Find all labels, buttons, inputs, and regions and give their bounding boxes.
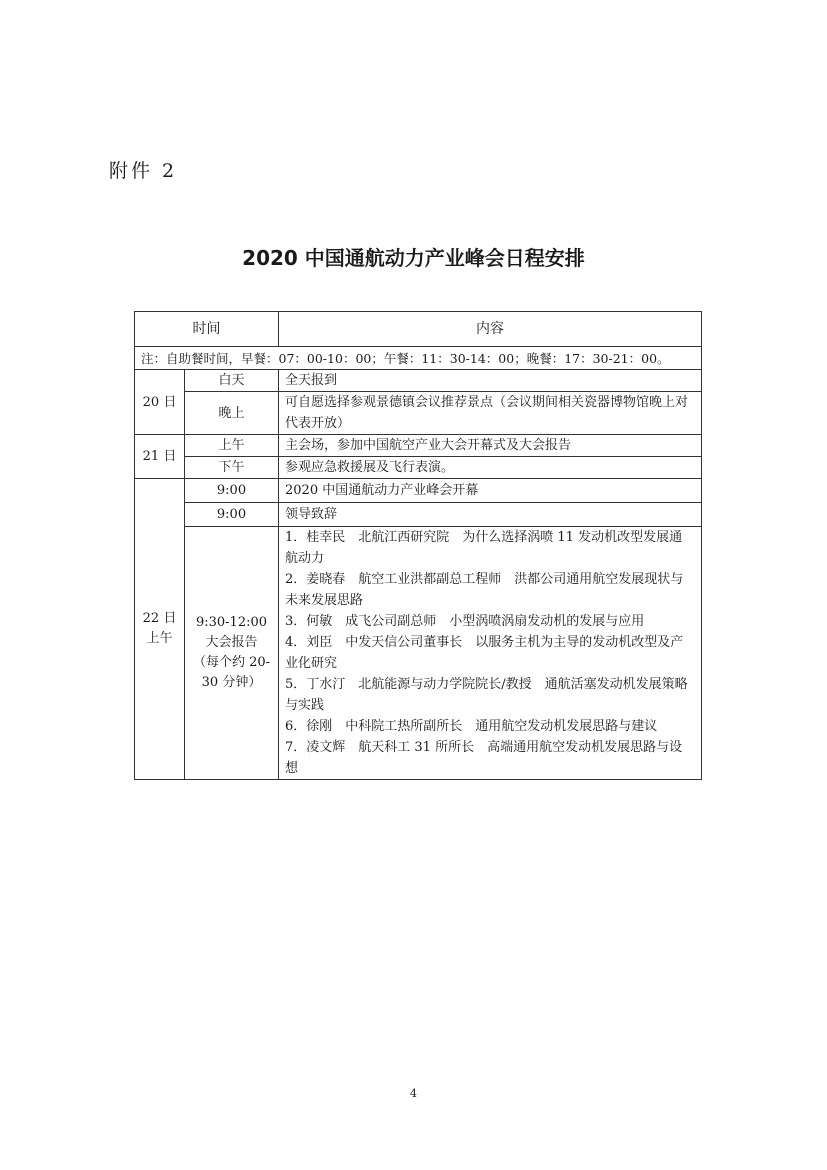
talk-item: 2．姜晓春 航空工业洪都副总工程师 洪都公司通用航空发展现状与未来发展思路 — [285, 572, 684, 608]
table-row — [135, 527, 702, 780]
period-cell: 晚上 — [185, 392, 279, 435]
report-duration: （每个约 20-30 分钟） — [192, 655, 271, 690]
day-20-label: 20 日 — [135, 370, 185, 435]
header-content: 内容 — [279, 312, 702, 347]
talk-item: 6．徐刚 中科院工热所副所长 通用航空发动机发展思路与建议 — [285, 719, 658, 734]
talk-item: 3．何敏 成飞公司副总师 小型涡喷涡扇发动机的发展与应用 — [285, 614, 645, 629]
report-label: 大会报告 — [205, 635, 258, 650]
table-row — [135, 479, 702, 503]
period-cell: 下午 — [185, 457, 279, 479]
time-cell: 9:00 — [185, 503, 279, 527]
talk-item: 4．刘臣 中发天信公司董事长 以服务主机为主导的发动机改型及产业化研究 — [285, 635, 684, 671]
talk-item: 5．丁水汀 北航能源与动力学院院长/教授 通航活塞发动机发展策略与实践 — [285, 677, 688, 713]
attachment-label: 附件 2 — [109, 160, 178, 182]
talks-cell — [279, 527, 702, 780]
opening-cell: 2020 中国通航动力产业峰会开幕 — [279, 479, 702, 503]
content-cell: 全天报到 — [279, 370, 702, 392]
talk-item: 7．凌文辉 航天科工 31 所所长 高端通用航空发动机发展思路与设想 — [285, 740, 683, 776]
table-row — [135, 503, 702, 527]
period-cell: 白天 — [185, 370, 279, 392]
meal-note: 注：自助餐时间，早餐：07：00-10：00；午餐：11：30-14：00；晚餐：17：30-21：00。 — [135, 347, 702, 370]
table-row — [135, 435, 702, 457]
day-22-day: 22 日 — [142, 611, 177, 626]
day-22-label — [135, 479, 185, 780]
page-number: 4 — [410, 1087, 417, 1100]
content-cell: 参观应急救援展及飞行表演。 — [279, 457, 702, 479]
table-row — [135, 457, 702, 479]
report-time: 9:30-12:00 — [195, 615, 268, 630]
page-title: 2020 中国通航动力产业峰会日程安排 — [242, 246, 585, 270]
content-cell: 可自愿选择参观景德镇会议推荐景点（会议期间相关瓷器博物馆晚上对代表开放） — [279, 392, 702, 435]
talk-item: 1．桂幸民 北航江西研究院 为什么选择涡喷 11 发动机改型发展通航动力 — [285, 530, 683, 566]
content-cell: 主会场，参加中国航空产业大会开幕式及大会报告 — [279, 435, 702, 457]
day-22-period: 上午 — [146, 631, 173, 646]
day-21-label: 21 日 — [135, 435, 185, 479]
report-slot — [185, 527, 279, 780]
period-cell: 上午 — [185, 435, 279, 457]
table-row — [135, 370, 702, 392]
note-row — [135, 347, 702, 370]
table-row — [135, 392, 702, 435]
content-cell: 领导致辞 — [279, 503, 702, 527]
header-time: 时间 — [135, 312, 279, 347]
time-cell: 9:00 — [185, 479, 279, 503]
schedule-table — [134, 311, 702, 780]
table-header-row — [135, 312, 702, 347]
